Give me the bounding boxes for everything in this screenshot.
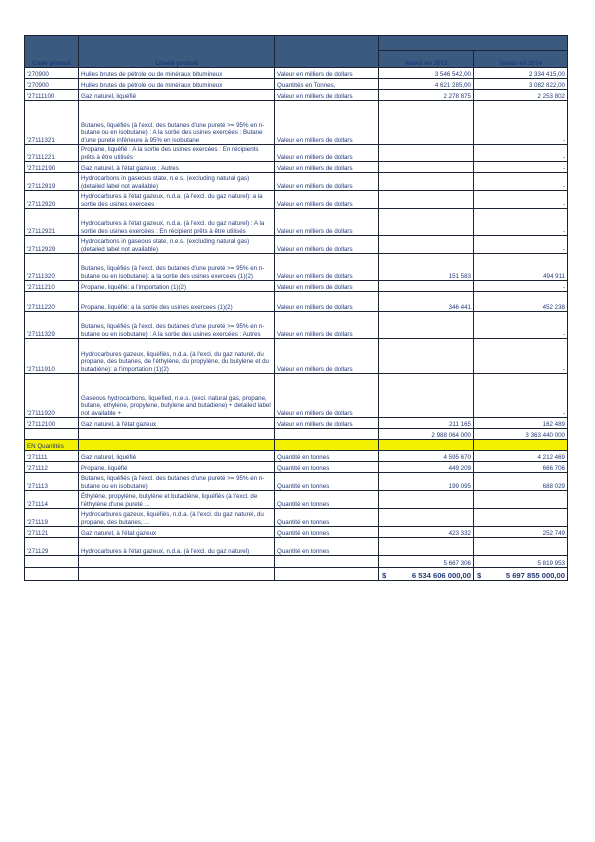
product-label: Hydrocarbons in gaseous state, n.e.s. (excluding natural gas) (detailed label not available) [79,236,275,254]
product-unit: Quantité en tonnes [275,451,379,462]
product-label: Propane, liquéfié : A la sortie des usines exercées : En récipients prêts à être utilisés [79,145,275,162]
product-label: Hydrocarbures gazeux, liquéfiés, n.d.a. (à l'excl. du gaz naturel, du propane, des butanes, de l'éthylène, du propylène, du butylène et du butadiène): a l'importation (1)(2) [79,339,275,374]
product-unit: Valeur en milliers de dollars [275,312,379,339]
value-2014: 252 749 [474,527,568,538]
value-2014: 4 212 469 [474,451,568,462]
value-2013 [379,173,474,191]
section-fill [474,440,568,451]
product-unit: Valeur en milliers de dollars [275,173,379,191]
value-2013 [379,145,474,162]
product-label: Hydrocarbons in gaseous state, n.e.s. (excluding natural gas) (detailed label not available) [79,173,275,191]
product-label: Gaz naturel, à l'état gazeux [79,418,275,429]
header-label: Libellé produit [79,36,275,68]
product-code: '27111220 [25,292,79,312]
subtotal-label [79,429,275,440]
product-unit: Valeur en milliers de dollars [275,418,379,429]
value-2013: 199 095 [379,473,474,491]
product-unit: Quantité en tonnes [275,473,379,491]
product-code: '27111210 [25,281,79,292]
product-label: Propane, liquéfié: a l'importation (1)(2) [79,281,275,292]
value-2014: 452 238 [474,292,568,312]
product-code: '27111100 [25,90,79,101]
product-code: '27111329 [25,312,79,339]
value-2013 [379,191,474,209]
value-2014: - [474,209,568,236]
table-row [25,374,568,418]
section-fill [79,440,275,451]
product-code: '27112919 [25,173,79,191]
table-row [25,462,568,473]
table-row [25,312,568,339]
product-label: Gaz naturel, à l'état gazeux [79,527,275,538]
product-unit: Quantités en Tonnes, [275,79,379,90]
value-2014: - [474,145,568,162]
value-2014: - [474,374,568,418]
subtotal-unit [275,429,379,440]
product-unit: Valeur en milliers de dollars [275,292,379,312]
product-label: Huiles brutes de pétrole ou de minéraux bitumineux [79,68,275,79]
product-code: '27112920 [25,191,79,209]
product-code: '271129 [25,538,79,556]
total-unit [275,568,379,581]
value-2014 [474,538,568,556]
value-2013 [379,101,474,145]
table-row [25,173,568,191]
table-row [25,162,568,173]
value-2014: 688 029 [474,473,568,491]
subtotal-value-2013: 2 988 064 000 [379,429,474,440]
product-unit: Valeur en milliers de dollars [275,145,379,162]
product-label: Butanes, liquéfiés (à l'excl. des butanes d'une pureté >= 95% en n-butane ou en isobutane) : A la sortie des usines exercées : Autres [79,312,275,339]
product-label: Éthylène, propylène, butylène et butadiène, liquéfiés (à l'excl. de l'éthylène d'une pureté ... [79,491,275,509]
total-2013 [379,568,474,581]
header-spacer [379,36,568,51]
value-2013 [379,491,474,509]
product-code: '27112100 [25,418,79,429]
value-2014: - [474,281,568,292]
subtotal-qty-row [25,556,568,568]
product-label: Hydrocarbures gazeux, liquéfiés, n.d.a. (à l'excl. du gaz naturel, du propane, des butanes, ... [79,509,275,527]
product-code: '270900 [25,68,79,79]
header-unit [275,36,379,68]
value-2013 [379,236,474,254]
subtotal-code [25,556,79,568]
product-label: Hydrocarbures à l'état gazeux, n.d.a. (à l'excl. du gaz naturel) [79,538,275,556]
product-unit: Valeur en milliers de dollars [275,90,379,101]
product-code: '271113 [25,473,79,491]
product-code: '271111 [25,451,79,462]
value-2013: 4 595 670 [379,451,474,462]
total-label [79,568,275,581]
value-2014: 3 082 822,00 [474,79,568,90]
product-unit: Valeur en milliers de dollars [275,281,379,292]
value-2014: - [474,162,568,173]
table-row [25,538,568,556]
product-code: '27112929 [25,236,79,254]
product-label: Huiles brutes de pétrole ou de minéraux bitumineux [79,79,275,90]
table-row [25,145,568,162]
product-unit: Quantité en tonnes [275,538,379,556]
table-row [25,281,568,292]
product-label: Butanes, liquéfiés (à l'excl. des butanes d'une pureté >= 95% en n-butane ou en isobutane): a la sortie des usines exercees (1)(2) [79,254,275,281]
value-2013: 211 165 [379,418,474,429]
grand-total-row [25,568,568,581]
value-2013 [379,538,474,556]
product-unit: Valeur en milliers de dollars [275,236,379,254]
product-unit: Valeur en milliers de dollars [275,374,379,418]
value-2013 [379,312,474,339]
table-row [25,509,568,527]
product-code: '27111321 [25,101,79,145]
value-2013 [379,162,474,173]
table-row [25,191,568,209]
value-2014: - [474,173,568,191]
total-2014 [474,568,568,581]
table-row [25,68,568,79]
product-label: Gaz naturel, liquéfié [79,451,275,462]
value-2014 [474,491,568,509]
product-label: Gaz naturel, liquéfié [79,90,275,101]
product-code: '27111910 [25,339,79,374]
table-row [25,209,568,236]
product-label: Butanes, liquéfiés (à l'excl. des butanes d'une pureté >= 95% en n-butane ou en isobutane) [79,473,275,491]
table-row [25,90,568,101]
product-table [24,35,568,581]
value-2013: 151 583 [379,254,474,281]
subtotal-label [79,556,275,568]
section-fill [275,440,379,451]
value-2014: - [474,101,568,145]
value-2014 [474,509,568,527]
subtotal-qty-2013: 5 667 306 [379,556,474,568]
value-2013: 4 621 285,00 [379,79,474,90]
section-label: EN Quantités [25,440,79,451]
product-unit: Valeur en milliers de dollars [275,162,379,173]
product-label: Propane, liquéfié [79,462,275,473]
value-2014: 494 911 [474,254,568,281]
product-unit: Valeur en milliers de dollars [275,254,379,281]
value-2013 [379,281,474,292]
product-label: Gaz naturel, à l'état gazeux : Autres [79,162,275,173]
product-label: Propane, liquéfié: a la sortie des usines exercees (1)(2) [79,292,275,312]
value-2013 [379,509,474,527]
product-unit: Valeur en milliers de dollars [275,339,379,374]
product-unit: Quantité en tonnes [275,491,379,509]
subtotal-value-row [25,429,568,440]
value-2014: - [474,236,568,254]
product-code: '27111920 [25,374,79,418]
product-unit: Valeur en milliers de dollars [275,209,379,236]
table-row [25,473,568,491]
header-2013: Valeur en 2013 [379,51,474,68]
value-2013: 449 209 [379,462,474,473]
subtotal-value-2014: 3 363 440 000 [474,429,568,440]
value-2013: 2 278 875 [379,90,474,101]
table-row [25,451,568,462]
table-row [25,527,568,538]
table-row [25,491,568,509]
table-row [25,254,568,281]
value-2013: 346 441 [379,292,474,312]
header-2014: Valeur en 2014 [474,51,568,68]
value-2014: - [474,191,568,209]
product-unit: Valeur en milliers de dollars [275,101,379,145]
value-2014: 2 334 415,00 [474,68,568,79]
product-code: '271119 [25,509,79,527]
product-code: '271121 [25,527,79,538]
product-code: '271112 [25,462,79,473]
value-2014: 162 489 [474,418,568,429]
subtotal-unit [275,556,379,568]
product-label: Gaseous hydrocarbons, liquefied, n.e.s. (excl. natural gas, propane, butane, ethylene, propylene, butylene and butadiene) + detailed label not available + [79,374,275,418]
value-2013 [379,209,474,236]
total-2013-value: 6 534 606 000,00 [411,571,471,580]
header-code: Code produit [25,36,79,68]
currency-symbol: $ [477,571,482,580]
product-unit: Valeur en milliers de dollars [275,191,379,209]
table-row [25,79,568,90]
value-2013: 3 546 542,00 [379,68,474,79]
table-row [25,236,568,254]
currency-symbol: $ [382,571,387,580]
value-2014: 2 253 802 [474,90,568,101]
value-2014: - [474,339,568,374]
product-label: Butanes, liquéfiés (à l'excl. des butanes d'une pureté >= 95% en n-butane ou en isobutane) : A la sortie des usines exercées : Butane d'une pureté inférieure à 95% en isobutane [79,101,275,145]
product-code: '27111320 [25,254,79,281]
product-code: '27112190 [25,162,79,173]
product-code: '271114 [25,491,79,509]
product-label: Hydrocarbures à l'état gazeux, n.d.a. (à l'excl. du gaz naturel): a la sortie des usines exercees [79,191,275,209]
total-code [25,568,79,581]
value-2013 [379,374,474,418]
value-2013: 423 332 [379,527,474,538]
product-unit: Quantité en tonnes [275,462,379,473]
product-unit: Valeur en milliers de dollars [275,68,379,79]
product-unit: Quantité en tonnes [275,527,379,538]
total-2014-value: 5 697 855 000,00 [505,571,565,580]
product-code: '27111221 [25,145,79,162]
product-code: '270900 [25,79,79,90]
table-row [25,339,568,374]
product-label: Hydrocarbures à l'état gazeux, n.d.a. (à l'excl. du gaz naturel) : A la sortie des usines exercées : En récipient prêts à être utilisés [79,209,275,236]
subtotal-qty-2014: 5 819 953 [474,556,568,568]
table-row [25,292,568,312]
table-row [25,418,568,429]
product-code: '27112921 [25,209,79,236]
value-2013 [379,339,474,374]
section-fill [379,440,474,451]
table-row [25,101,568,145]
subtotal-code [25,429,79,440]
section-row [25,440,568,451]
value-2014: 666 706 [474,462,568,473]
value-2014: - [474,312,568,339]
product-unit: Quantité en tonnes [275,509,379,527]
